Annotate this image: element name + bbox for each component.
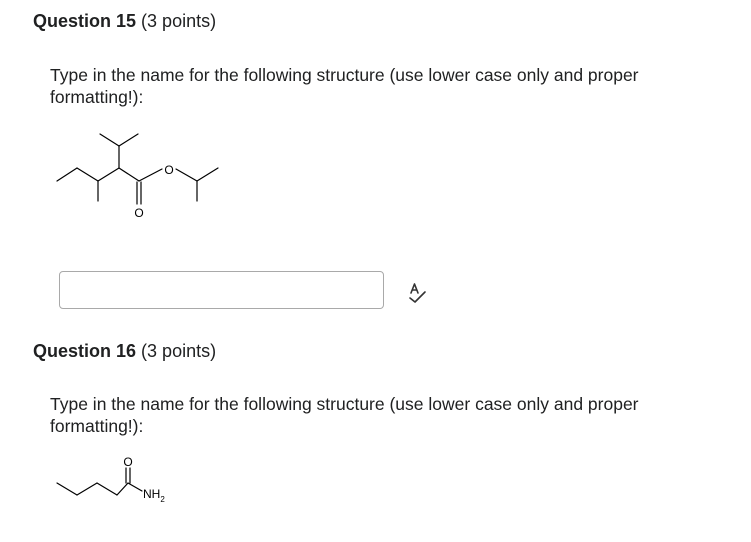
question-points: (3 points) <box>141 341 217 361</box>
question-15-prompt: Type in the name for the following structure (use lower case only and proper formatting!): <box>50 65 639 107</box>
question-15-title <box>33 10 216 32</box>
question-points: (3 points) <box>141 11 217 31</box>
question-16-structure-image <box>50 452 180 514</box>
spell-check-icon[interactable] <box>405 280 429 304</box>
oxygen-atom-label: O <box>123 455 133 469</box>
question-number: Question 15 <box>33 11 137 31</box>
oxygen-atom-label: O <box>164 163 174 177</box>
oxygen-atom-label: O <box>134 206 144 220</box>
amine-group-label <box>143 487 165 504</box>
question-number: Question 16 <box>33 341 137 361</box>
amine-subscript: 2 <box>160 495 165 504</box>
question-15-structure-image <box>50 125 230 225</box>
question-16-prompt: Type in the name for the following structure (use lower case only and proper formatting!): <box>50 394 639 436</box>
question-16-title <box>33 340 216 362</box>
question-15-answer-input[interactable] <box>59 271 384 309</box>
amine-nh-text: NH <box>143 487 161 501</box>
